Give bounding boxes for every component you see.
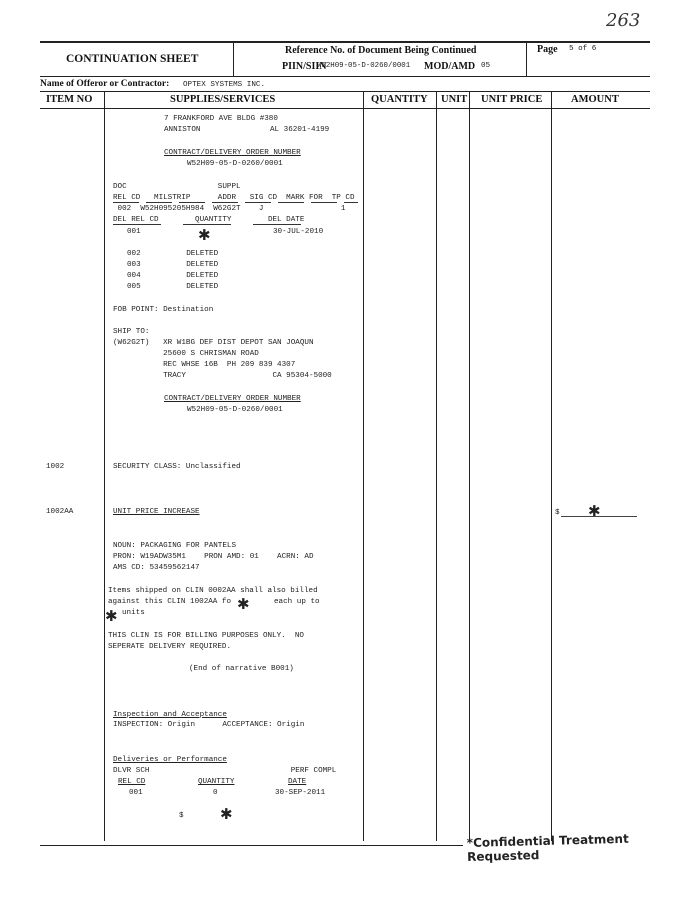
security-class: SECURITY CLASS: Unclassified bbox=[113, 463, 241, 471]
ship-to-line: REC WHSE 16B PH 209 839 4307 bbox=[113, 361, 296, 369]
deliveries-rel-cd-header: REL CD bbox=[118, 778, 146, 786]
offeror-label: Name of Offeror or Contractor: bbox=[40, 79, 170, 89]
contract-number-2: W52H09-05-D-0260/0001 bbox=[187, 406, 283, 414]
offeror-rule bbox=[40, 91, 650, 92]
col-item-no: ITEM NO bbox=[46, 94, 93, 105]
deliveries-dollar-sign: $ bbox=[179, 812, 184, 820]
col-unit-price: UNIT PRICE bbox=[481, 94, 543, 105]
page-value: 5 of 6 bbox=[569, 45, 597, 53]
delivery-date: 30-JUL-2010 bbox=[273, 228, 324, 236]
deliveries-date-header: DATE bbox=[288, 778, 307, 786]
amount-dollar-sign: $ bbox=[555, 509, 560, 517]
page-label: Page bbox=[537, 44, 558, 55]
inspection-title: Inspection and Acceptance bbox=[113, 711, 227, 719]
doc-header-underline bbox=[113, 202, 358, 203]
header-divider-2 bbox=[526, 41, 527, 76]
shipped-line-1: Items shipped on CLIN 0002AA shall also billed bbox=[108, 587, 318, 595]
address-state-zip: AL 36201-4199 bbox=[270, 126, 330, 134]
col-divider-item bbox=[104, 91, 105, 841]
redacted-amount-mark: ✱ bbox=[588, 502, 601, 520]
deliveries-quantity: 0 bbox=[213, 789, 218, 797]
reference-label: Reference No. of Document Being Continued bbox=[285, 45, 477, 56]
piin-value: W52H09-05-D-0260/0001 bbox=[317, 62, 411, 70]
header-divider-1 bbox=[233, 41, 234, 76]
col-divider-supplies bbox=[363, 91, 364, 841]
confidential-note: *Confidential Treatment Requested bbox=[466, 831, 629, 864]
continuation-sheet-title: CONTINUATION SHEET bbox=[66, 53, 199, 65]
deleted-row: 003 DELETED bbox=[127, 261, 219, 269]
redacted-price-mark: ✱ bbox=[237, 595, 250, 613]
col-quantity: QUANTITY bbox=[371, 94, 428, 105]
shipped-line-2: against this CLIN 1002AA fo bbox=[108, 598, 232, 606]
delivery-header-underline bbox=[113, 224, 323, 225]
handwritten-page-number: 263 bbox=[606, 10, 641, 31]
ship-to-line: (W62G2T) XR W1BG DEF DIST DEPOT SAN JOAQUN bbox=[113, 339, 314, 347]
doc-header-2: REL CD MILSTRIP ADDR SIG CD MARK FOR TP CD bbox=[113, 194, 355, 202]
item-no-1002aa: 1002AA bbox=[46, 508, 74, 516]
address-city: ANNISTON bbox=[164, 126, 201, 134]
deliveries-rel-cd: 001 bbox=[129, 789, 143, 797]
delivery-header: DEL REL CD QUANTITY DEL DATE bbox=[113, 216, 305, 224]
footer-rule bbox=[40, 845, 463, 846]
shipped-line-2-end: each up to bbox=[274, 598, 320, 606]
item-no-1002: 1002 bbox=[46, 463, 65, 471]
doc-header-1: DOC SUPPL bbox=[113, 183, 241, 191]
deleted-row: 005 DELETED bbox=[127, 283, 219, 291]
deleted-row: 002 DELETED bbox=[127, 250, 219, 258]
ship-to-line: 25600 S CHRISMAN ROAD bbox=[113, 350, 259, 358]
deliveries-header-1: DLVR SCH PERF COMPL bbox=[113, 767, 337, 775]
doc-row: 002 W52H095205H984 W62G2T J 1 bbox=[113, 205, 346, 213]
mod-value: 05 bbox=[481, 62, 491, 70]
header-top-rule bbox=[40, 41, 650, 43]
col-divider-quantity bbox=[436, 91, 437, 841]
col-unit: UNIT bbox=[441, 94, 468, 105]
contract-label: CONTRACT/DELIVERY ORDER NUMBER bbox=[164, 149, 301, 157]
column-header-rule bbox=[40, 108, 650, 109]
unit-price-increase: UNIT PRICE INCREASE bbox=[113, 508, 200, 516]
shipped-line-3: units bbox=[122, 609, 145, 617]
redacted-delivery-amount-mark: ✱ bbox=[220, 805, 233, 823]
deliveries-date: 30-SEP-2011 bbox=[275, 789, 326, 797]
contract-number: W52H09-05-D-0260/0001 bbox=[187, 160, 283, 168]
ship-to-label: SHIP TO: bbox=[113, 328, 150, 336]
mod-label: MOD/AMD bbox=[424, 61, 476, 72]
ams-line: AMS CD: 53459562147 bbox=[113, 564, 200, 572]
end-of-narrative: (End of narrative B001) bbox=[189, 665, 294, 673]
redacted-units-mark: ✱ bbox=[105, 607, 118, 625]
billing-line: THIS CLIN IS FOR BILLING PURPOSES ONLY. NO bbox=[108, 632, 304, 640]
fob-point: FOB POINT: Destination bbox=[113, 306, 214, 314]
header-bottom-rule bbox=[40, 76, 650, 77]
col-divider-unit bbox=[469, 91, 470, 841]
pron-line: PRON: W19ADW35M1 PRON AMD: 01 ACRN: AD bbox=[113, 553, 314, 561]
deliveries-quantity-header: QUANTITY bbox=[198, 778, 235, 786]
noun-line: NOUN: PACKAGING FOR PANTELS bbox=[113, 542, 237, 550]
address-line: 7 FRANKFORD AVE BLDG #380 bbox=[164, 115, 278, 123]
inspection-line: INSPECTION: Origin ACCEPTANCE: Origin bbox=[113, 721, 305, 729]
ship-to-line: TRACY CA 95304-5000 bbox=[113, 372, 332, 380]
contract-label-2: CONTRACT/DELIVERY ORDER NUMBER bbox=[164, 395, 301, 403]
billing-line: SEPERATE DELIVERY REQUIRED. bbox=[108, 643, 232, 651]
col-supplies-services: SUPPLIES/SERVICES bbox=[170, 94, 276, 105]
redacted-quantity-mark: ✱ bbox=[198, 226, 211, 244]
offeror-value: OPTEX SYSTEMS INC. bbox=[183, 81, 266, 89]
col-amount: AMOUNT bbox=[571, 94, 619, 105]
delivery-rel-cd: 001 bbox=[127, 228, 141, 236]
piin-label: PIIN/SIIN bbox=[282, 61, 327, 72]
deleted-row: 004 DELETED bbox=[127, 272, 219, 280]
col-divider-unit-price bbox=[551, 91, 552, 841]
deliveries-title: Deliveries or Performance bbox=[113, 756, 227, 764]
